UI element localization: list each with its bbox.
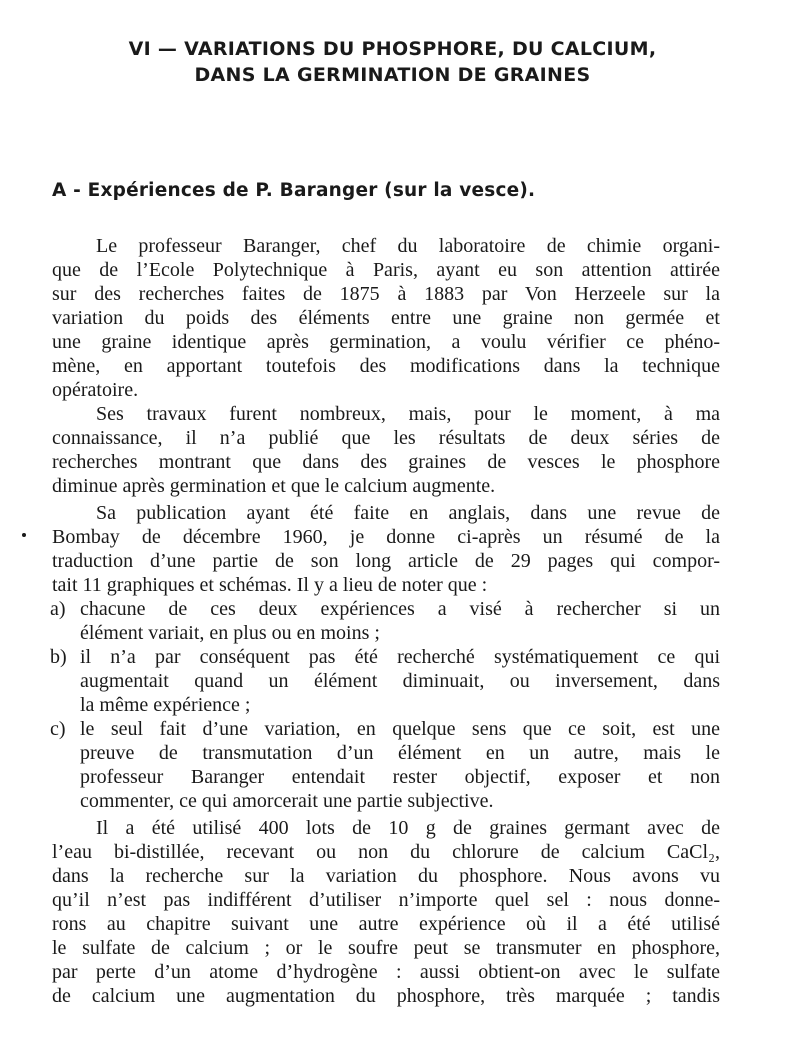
paragraph-4-line: dans la recherche sur la variation du phosphore. Nous avons vu: [52, 865, 720, 887]
list-item-line: professeur Baranger entendait rester objectif, exposer et non: [80, 766, 720, 788]
list-item-line: le seul fait d’une variation, en quelque sens que ce soit, est une: [80, 718, 720, 740]
chapter-title-line-2: DANS LA GERMINATION DE GRAINES: [194, 64, 591, 86]
list-item-line: preuve de transmutation d’un élément en un autre, mais le: [80, 742, 720, 764]
paragraph-2-line: connaissance, il n’a publié que les résultats de deux séries de: [52, 427, 720, 449]
paragraph-1-line: opératoire.: [52, 379, 139, 401]
paragraph-1-line: que de l’Ecole Polytechnique à Paris, ayant eu son attention attirée: [52, 259, 720, 281]
paragraph-3-line: traduction d’une partie de son long article de 29 pages qui compor-: [52, 550, 720, 572]
list-item-line: la même expérience ;: [80, 694, 251, 716]
paragraph-4-line: l’eau bi-distillée, recevant ou non du chlorure de calcium CaCl₂,: [52, 841, 720, 863]
paragraph-4-line: rons au chapitre suivant une autre expérience où il a été utilisé: [52, 913, 720, 935]
margin-mark: [22, 533, 26, 537]
list-item-label: a): [50, 598, 66, 620]
list-item-label: b): [50, 646, 67, 668]
chapter-title-line-1: VI — VARIATIONS DU PHOSPHORE, DU CALCIUM,: [128, 38, 657, 60]
list-item-line: augmentait quand un élément diminuait, ou inversement, dans: [80, 670, 720, 692]
list-item-line: élément variait, en plus ou en moins ;: [80, 622, 380, 644]
paragraph-4-line: de calcium une augmentation du phosphore, très marquée ; tandis: [52, 985, 720, 1007]
paragraph-4-line: le sulfate de calcium ; or le soufre peut se transmuter en phosphore,: [52, 937, 720, 959]
paragraph-4-line: Il a été utilisé 400 lots de 10 g de graines germant avec de: [96, 817, 720, 839]
paragraph-1-line: sur des recherches faites de 1875 à 1883 par Von Herzeele sur la: [52, 283, 720, 305]
paragraph-3-line: Bombay de décembre 1960, je donne ci-après un résumé de la: [52, 526, 720, 548]
paragraph-2-line: diminue après germination et que le calcium augmente.: [52, 475, 496, 497]
paragraph-1-line: mène, en apportant toutefois des modifications dans la technique: [52, 355, 720, 377]
paragraph-1-line: une graine identique après germination, a voulu vérifier ce phéno-: [52, 331, 720, 353]
paragraph-3-line: tait 11 graphiques et schémas. Il y a lieu de noter que :: [52, 574, 488, 596]
list-item-line: il n’a par conséquent pas été recherché systématiquement ce qui: [80, 646, 720, 668]
paragraph-2-line: recherches montrant que dans des graines de vesces le phosphore: [52, 451, 720, 473]
section-heading: A - Expériences de P. Baranger (sur la vesce).: [52, 180, 536, 201]
paragraph-2-line: Ses travaux furent nombreux, mais, pour le moment, à ma: [96, 403, 720, 425]
paragraph-1-line: Le professeur Baranger, chef du laboratoire de chimie organi-: [96, 235, 720, 257]
paragraph-1-line: variation du poids des éléments entre une graine non germée et: [52, 307, 720, 329]
list-item-line: chacune de ces deux expériences a visé à rechercher si un: [80, 598, 720, 620]
paragraph-4-line: qu’il n’est pas indifférent d’utiliser n’importe quel sel : nous donne-: [52, 889, 720, 911]
paragraph-4-line: par perte d’un atome d’hydrogène : aussi obtient-on avec le sulfate: [52, 961, 720, 983]
list-item-line: commenter, ce qui amorcerait une partie subjective.: [80, 790, 494, 812]
paragraph-3-line: Sa publication ayant été faite en anglais, dans une revue de: [96, 502, 720, 524]
list-item-label: c): [50, 718, 66, 740]
